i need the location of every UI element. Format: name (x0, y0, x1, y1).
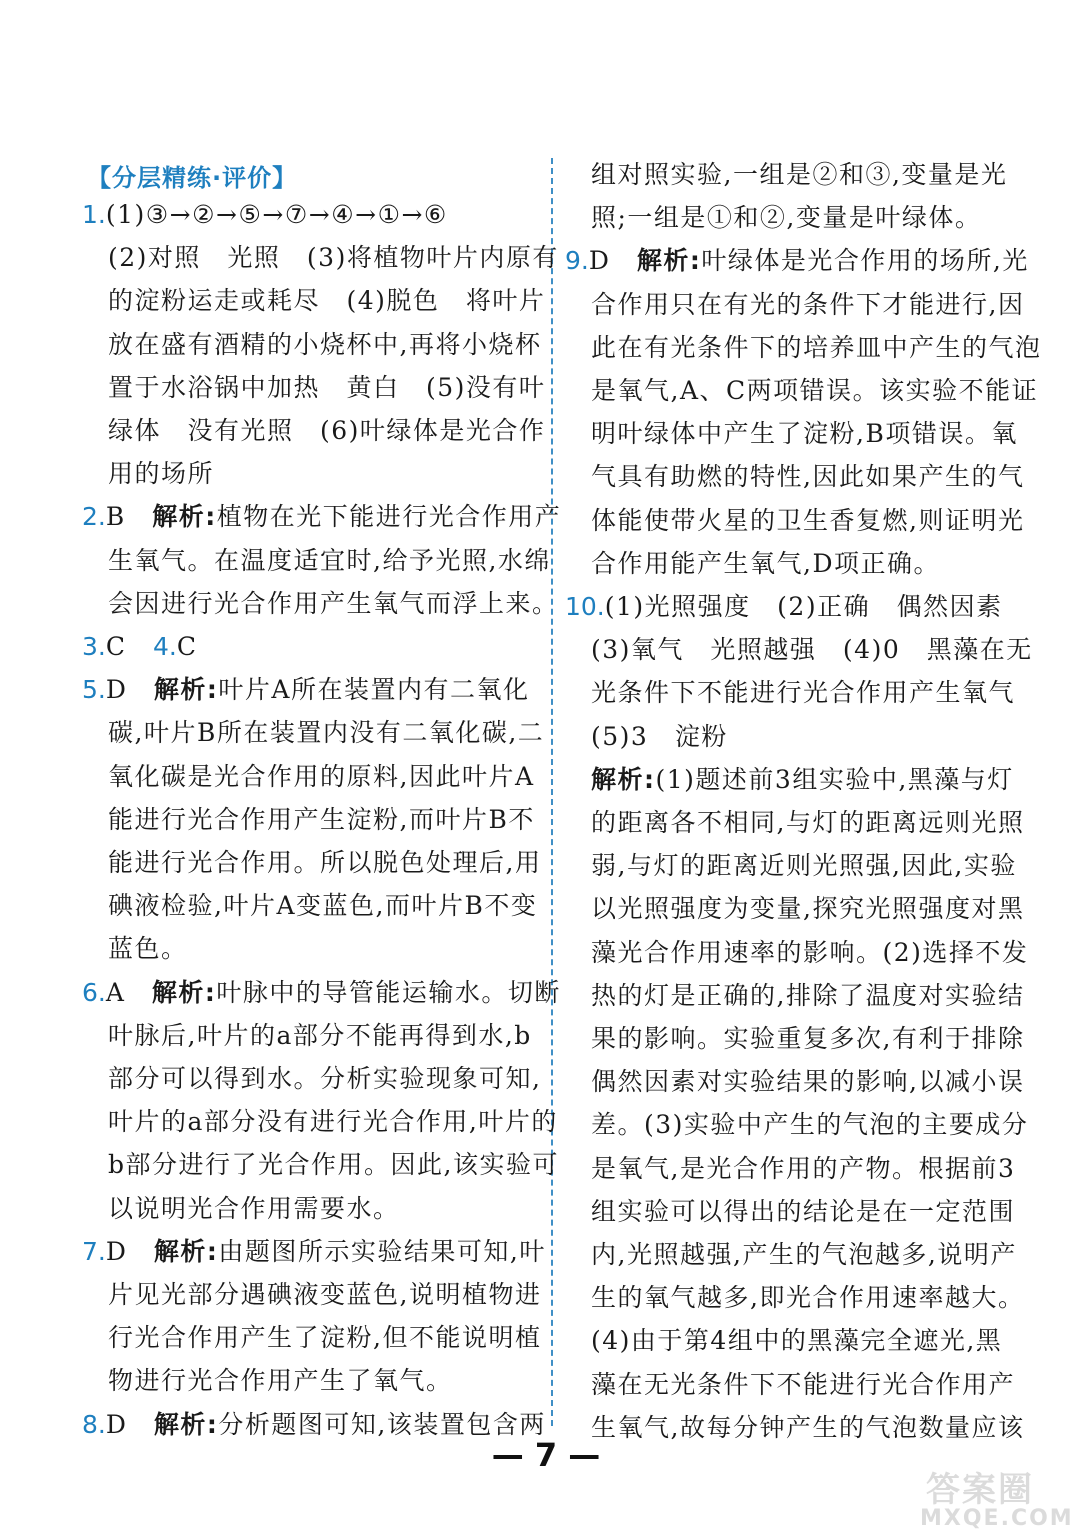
analysis-label: 解析: (636, 246, 702, 276)
answer-line (591, 1240, 1017, 1270)
answer-line (108, 459, 214, 489)
analysis-label: 解析: (153, 1236, 219, 1266)
analysis-label: 解析: (152, 502, 217, 532)
answer-text: 是氧气,是光合作用的产物。根据前3 (591, 1153, 1016, 1183)
answer-line (591, 678, 1015, 708)
answer-text: 藻光合作用速率的影响。(2)选择不发 (591, 937, 1029, 967)
answer-line (108, 1366, 453, 1396)
answer-line (591, 1326, 1002, 1356)
answer-line (591, 635, 1033, 665)
answer-line (82, 1237, 546, 1267)
answer-line (108, 286, 545, 316)
answer-text: 体能使带火星的卫生香复燃,则证明光 (591, 505, 1025, 535)
answer-text: D (105, 675, 154, 705)
answer-text: 蓝色。 (108, 934, 188, 964)
answer-line (591, 1283, 1024, 1313)
answer-line (82, 200, 448, 230)
answer-line (591, 851, 1017, 881)
answer-text: 光条件下不能进行光合作用产生氧气 (591, 678, 1016, 708)
answer-line (591, 765, 1014, 795)
answer-text: D (105, 1236, 154, 1266)
answer-text: 组实验可以得出的结论是在一定范围 (591, 1196, 1016, 1226)
answer-line (591, 981, 1024, 1011)
answer-line (108, 1150, 559, 1180)
answer-line (108, 1064, 541, 1094)
answer-text: 组对照实验,一组是②和③,变量是光 (591, 160, 1008, 189)
answer-text: 藻在无光条件下不能进行光合作用产 (591, 1369, 1016, 1399)
answer-text: 会因进行光合作用产生氧气而浮上来。 (108, 588, 559, 618)
answer-line (108, 1021, 532, 1051)
answer-line (108, 1280, 541, 1310)
answer-text: 差。(3)实验中产生的气泡的主要成分 (591, 1110, 1029, 1140)
watermark-logo (918, 1462, 1088, 1532)
answer-line (591, 1197, 1015, 1227)
answer-line (591, 722, 728, 752)
answer-text: D (105, 1409, 154, 1439)
answer-text: (2)对照 光照 (3)将植物叶片内原有 (108, 243, 559, 273)
answer-line (108, 1107, 558, 1137)
analysis-text: 由题图所示实验结果可知,叶 (218, 1236, 546, 1266)
answer-text: 放在盛有酒精的小烧杯中,再将小烧杯 (108, 329, 542, 359)
answer-line (591, 1110, 1028, 1140)
answer-line (108, 848, 541, 878)
answer-text: 部分可以得到水。分析实验现象可知, (108, 1064, 542, 1093)
analysis-text: 植物在光下能进行光合作用产 (216, 502, 562, 532)
answer-text: 碳,叶片B所在装置内没有二氧化碳,二 (108, 718, 545, 748)
answer-text: 的距离各不相同,与灯的距离远则光照 (591, 808, 1025, 837)
answer-line (591, 1024, 1024, 1054)
answer-text: 叶脉后,叶片的a部分不能再得到水,b (108, 1020, 532, 1050)
answer-line (108, 1323, 541, 1353)
question-number: 10. (565, 592, 605, 621)
answer-text: C (176, 632, 198, 661)
answer-text: 以光照强度为变量,探究光照强度对黑 (591, 894, 1025, 924)
answer-line (591, 333, 1042, 363)
answer-line (108, 373, 545, 403)
answer-line (591, 938, 1028, 968)
question-number: 5. (82, 675, 106, 705)
answer-line (108, 718, 544, 748)
analysis-label: 解析: (153, 1409, 219, 1439)
answer-text: (4)由于第4组中的黑藻完全遮光,黑 (591, 1326, 1003, 1356)
answer-line (591, 1067, 1024, 1097)
question-number: 1. (82, 200, 106, 229)
answer-line (108, 416, 545, 446)
answer-text: 合作用只在有光的条件下才能进行,因 (591, 289, 1025, 319)
answer-text: 生氧气,故每分钟产生的气泡数量应该 (591, 1412, 1025, 1442)
analysis-label: 解析: (151, 977, 217, 1007)
answer-text: b部分进行了光合作用。因此,该实验可 (108, 1150, 559, 1180)
answer-line (108, 891, 537, 921)
answer-text: 能进行光合作用。所以脱色处理后,用 (108, 848, 542, 877)
answer-line (591, 419, 1018, 449)
answer-line (591, 290, 1024, 320)
answer-line (591, 549, 940, 579)
answer-text: 置于水浴锅中加热 黄白 (5)没有叶 (108, 372, 546, 402)
analysis-label: 解析: (153, 675, 219, 705)
answer-line (108, 1194, 400, 1224)
answer-text: 生氧气。在温度适宜时,给予光照,水绵 (108, 545, 551, 575)
question-number: 3. (82, 632, 106, 661)
analysis-text: 叶脉中的导管能运输水。切断 (216, 977, 561, 1007)
answer-line (108, 546, 551, 576)
answer-text: 热的灯是正确的,排除了温度对实验结 (591, 980, 1025, 1010)
question-number: 8. (82, 1409, 106, 1439)
question-number: 2. (82, 502, 106, 532)
answer-text: 此在有光条件下的培养皿中产生的气泡 (591, 332, 1042, 362)
answer-text: 照;一组是①和②,变量是叶绿体。 (591, 203, 982, 233)
answer-text: 偶然因素对实验结果的影响,以减小误 (591, 1067, 1025, 1097)
answer-line (108, 243, 559, 273)
answer-text: 能进行光合作用产生淀粉,而叶片B不 (108, 804, 535, 834)
answer-text: 气具有助燃的特性,因此如果产生的气 (591, 462, 1025, 492)
section-heading: 【分层精练·评价】 (87, 164, 298, 192)
analysis-text: 分析题图可知,该装置包含两 (218, 1409, 546, 1439)
answer-text: 内,光照越强,产生的气泡越多,说明产 (591, 1240, 1017, 1269)
answer-text: 氧化碳是光合作用的原料,因此叶片A (108, 761, 535, 791)
answer-line (108, 589, 559, 619)
answer-text: 以说明光合作用需要水。 (108, 1193, 400, 1223)
answer-text: 的淀粉运走或耗尽 (4)脱色 将叶片 (108, 286, 546, 316)
answer-line (591, 462, 1024, 492)
page-number: — 7 — (491, 1436, 601, 1474)
answer-text: 叶片的a部分没有进行光合作用,叶片的 (108, 1107, 558, 1137)
question-number: 9. (565, 246, 589, 276)
question-number: 4. (153, 632, 177, 661)
answer-text: (3)氧气 光照越强 (4)0 黑藻在无 (591, 635, 1033, 665)
answer-text: (5)3 淀粉 (591, 721, 728, 751)
answer-line (82, 632, 198, 662)
answer-text: C (105, 632, 153, 661)
answer-text: 明叶绿体中产生了淀粉,B项错误。氧 (591, 419, 1018, 449)
answer-text: 生的氧气越多,即光合作用速率越大。 (591, 1283, 1025, 1313)
answer-text: D (588, 246, 637, 276)
answer-text: B (105, 502, 153, 532)
analysis-text: (1)题述前3组实验中,黑藻与灯 (655, 764, 1014, 794)
watermark-bottom-text: MXQE.COM (920, 1506, 1074, 1531)
answer-line (108, 762, 535, 792)
answer-text: 绿体 没有光照 (6)叶绿体是光合作 (108, 416, 546, 445)
answer-text: 物进行光合作用产生了氧气。 (108, 1366, 453, 1396)
answer-line (108, 934, 188, 964)
answer-line (591, 1154, 1015, 1184)
answer-text: 用的场所 (108, 459, 215, 489)
answer-line (591, 203, 981, 233)
answer-line (82, 675, 529, 705)
answer-line (108, 805, 535, 835)
answer-line (565, 246, 1029, 276)
answer-text: 碘液检验,叶片A变蓝色,而叶片B不变 (108, 891, 538, 921)
analysis-text: 叶片A所在装置内有二氧化 (218, 675, 530, 705)
watermark-top-text: 答案圈 (926, 1470, 1034, 1510)
answer-line (565, 592, 1003, 622)
answer-line (591, 894, 1024, 924)
answer-line (82, 502, 561, 532)
question-number: 7. (82, 1236, 106, 1266)
answer-line (591, 376, 1038, 406)
answer-line (591, 1370, 1015, 1400)
answer-line (82, 978, 561, 1008)
answer-line (108, 330, 541, 360)
answer-text: A (105, 977, 152, 1007)
answer-line (591, 160, 1007, 190)
answer-text: 合作用能产生氧气,D项正确。 (591, 548, 940, 578)
answer-line (591, 808, 1024, 838)
question-number: 6. (82, 977, 106, 1007)
answer-text: 果的影响。实验重复多次,有利于排除 (591, 1024, 1025, 1053)
analysis-label: 解析: (591, 764, 656, 794)
answer-text: (1)光照强度 (2)正确 偶然因素 (604, 592, 1003, 621)
answer-text: 行光合作用产生了淀粉,但不能说明植 (108, 1323, 542, 1353)
column-divider (551, 158, 553, 1426)
answer-text: 弱,与灯的距离近则光照强,因此,实验 (591, 851, 1017, 881)
answer-line (591, 506, 1024, 536)
answer-text: 片见光部分遇碘液变蓝色,说明植物进 (108, 1280, 542, 1309)
answer-text: 是氧气,A、C两项错误。该实验不能证 (591, 376, 1039, 405)
answer-text: (1)③→②→⑤→⑦→④→①→⑥ (105, 200, 448, 229)
analysis-text: 叶绿体是光合作用的场所,光 (701, 246, 1029, 276)
